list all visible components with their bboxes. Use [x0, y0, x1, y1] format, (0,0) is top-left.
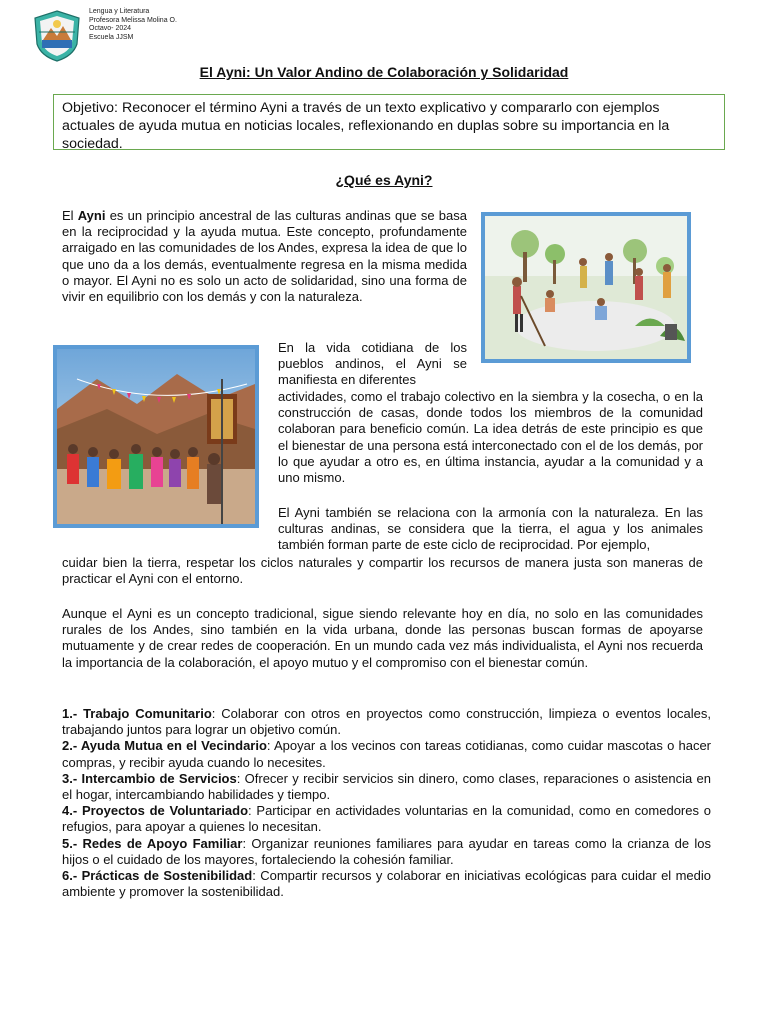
intro-lead: El: [62, 208, 78, 223]
examples-list: [62, 706, 711, 900]
objective-label: Objetivo:: [62, 100, 118, 116]
list-item-label: 4.- Proyectos de Voluntariado: [62, 803, 249, 819]
list-item: [62, 738, 711, 770]
andean-festival-photo: [53, 345, 259, 528]
paragraph-daily-life-narrow: En la vida cotidiana de los pueblos andinos, el Ayni se manifiesta en diferentes: [278, 340, 467, 388]
list-item: [62, 771, 711, 803]
cleanup-scene-image: [485, 216, 687, 359]
list-item-text: : Compartir recursos y colaborar en iniciativas ecológicas para cuidar el medio ambiente y promover la sostenibilidad.: [62, 868, 711, 900]
header-line-grade: Octavo- 2024: [89, 25, 132, 33]
document-title: El Ayni: Un Valor Andino de Colaboración y Solidaridad: [199, 64, 569, 80]
list-item-text: : Apoyar a los vecinos con tareas cotidianas, como cuidar mascotas o hacer compras, y recibir ayuda cuando lo necesites.: [62, 738, 712, 770]
list-item-text: : Colaborar con otros en proyectos como construcción, limpieza o eventos locales, trabajando juntos para lograr un objetivo común.: [62, 706, 712, 738]
list-item: [62, 836, 711, 868]
paragraph-daily-life: actividades, como el trabajo colectivo en la siembra y la cosecha, o en la construcción de casas, donde todos los miembros de la comunidad colaboran para beneficio común. La idea detrás de este principio es que el bienestar de una persona está interconectado con el de los demás, por lo que ayudar a otro es, en última instancia, ayudar a la comunidad y a uno mismo.: [278, 389, 703, 486]
list-item-label: 3.- Intercambio de Servicios: [62, 770, 237, 786]
keyword-ayni: Ayni: [77, 208, 106, 223]
list-item-label: 1.- Trabajo Comunitario: [62, 706, 212, 721]
list-item-label: 2.- Ayuda Mutua en el Vecindario: [62, 738, 267, 754]
festival-scene-image: [57, 349, 255, 524]
list-item-text: : Organizar reuniones familiares para ayudar en tareas como la crianza de los hijos o el cuidado de los mayores, fortaleciendo la cohesión familiar.: [62, 835, 711, 867]
list-item-text: : Ofrecer y recibir servicios sin dinero, como clases, reparaciones o asistencia en el hogar, intercambiando habilidades y tiempo.: [62, 770, 711, 803]
objective-box: [53, 94, 725, 150]
header-info: [89, 8, 177, 43]
list-item-label: 5.- Redes de Apoyo Familiar: [62, 835, 243, 851]
section-subtitle: ¿Qué es Ayni?: [335, 172, 433, 188]
header-line-subject: Lengua y Literatura: [89, 8, 150, 15]
list-item: [62, 706, 711, 738]
list-item-text: : Participar en actividades voluntarias en la comunidad, como en comedores o refugios, para apoyar a quienes lo necesitan.: [62, 803, 711, 835]
header-line-school: Escuela JJSM: [89, 34, 134, 42]
paragraph-nature: cuidar bien la tierra, respetar los ciclos naturales y compartir los recursos de manera justa son maneras de practicar el Ayni con el entorno.: [62, 555, 703, 587]
intro-rest: es un principio ancestral de las culturas andinas que se basa en la reciprocidad y la ayuda mutua. Este concepto, profundamente arraigado en las comunidades de los Andes, expresa la idea de que lo que uno da a los demás, eventualmente regresa en la misma medida o mayor. El Ayni no es solo un acto de solidaridad, sino una forma de vivir en equilibrio con los demás y con la naturaleza.: [62, 208, 468, 305]
list-item: [62, 803, 711, 835]
list-item: [62, 868, 711, 900]
community-cleanup-illustration: [481, 212, 691, 363]
paragraph-relevance: Aunque el Ayni es un concepto tradicional, sigue siendo relevante hoy en día, no solo en las comunidades rurales de los Andes, sino también en la vida urbana, donde las personas buscan formas de apoyarse mutuamente y de crear redes de cooperación. En un mundo cada vez más individualista, el Ayni nos recuerda la importancia de la colaboración, el apoyo mutuo y el compromiso con el bienestar común.: [62, 606, 703, 670]
paragraph-intro: [62, 208, 467, 305]
school-crest-logo: [33, 10, 81, 62]
paragraph-nature-narrow: El Ayni también se relaciona con la armonía con la naturaleza. En las culturas andinas, se considera que la tierra, el agua y los animales también forman parte de este ciclo de reciprocidad. Por ejemplo,: [278, 505, 703, 553]
list-item-label: 6.- Prácticas de Sostenibilidad: [62, 868, 253, 884]
header-line-teacher: Profesora Melissa Molina O.: [89, 16, 177, 24]
objective-text: Reconocer el término Ayni a través de un texto explicativo y compararlo con ejemplos actuales de ayuda mutua en noticias locales, reflexionando en duplas sobre su importancia en la sociedad.: [62, 100, 670, 152]
